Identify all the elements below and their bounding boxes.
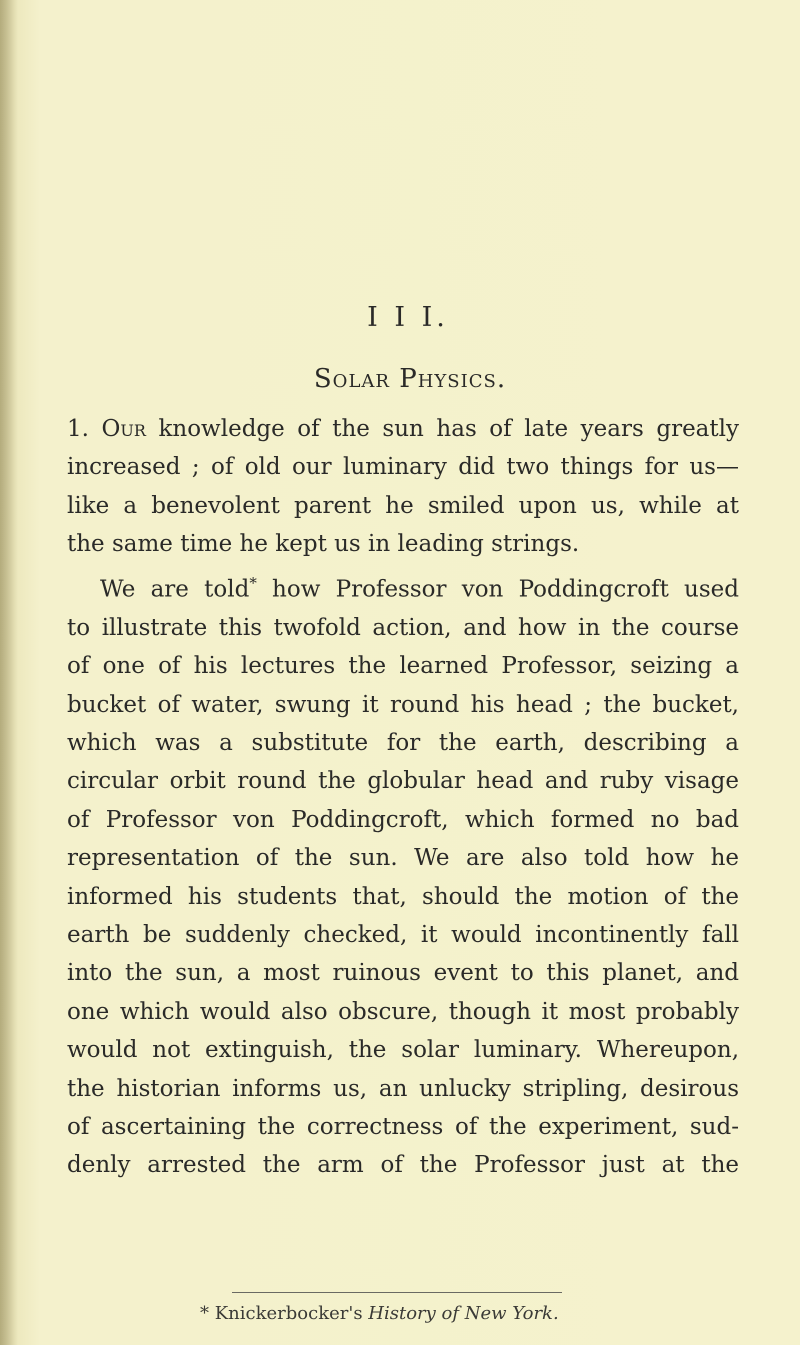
text-line: denly arrested the arm of the Professor just at the (67, 1152, 739, 1179)
footnote-reference-mark[interactable]: * (249, 573, 257, 592)
text-line: of ascertaining the correctness of the experiment, sud- (67, 1113, 739, 1140)
paragraph-2-line-1 (67, 564, 739, 609)
chapter-number: I I I. (367, 302, 449, 333)
paragraph-1-line-1 (67, 410, 739, 448)
text-line: circular orbit round the globular head and ruby visage (67, 768, 739, 795)
text-line: the same time he kept us in leading strings. (67, 531, 580, 558)
binding-gutter-shadow (0, 0, 18, 1345)
text-line: bucket of water, swung it round his head ; the bucket, (67, 691, 739, 718)
paragraph-first-word: Our (101, 416, 146, 442)
chapter-title: Solar Physics. (313, 364, 507, 394)
text-line: representation of the sun. We are also told how he (67, 845, 739, 872)
paragraph-number: 1. (67, 416, 102, 442)
text-line: into the sun, a most ruinous event to this planet, and (67, 960, 739, 987)
footnote-work-title: History of New York. (368, 1303, 559, 1324)
footnote-author: Knickerbocker's (209, 1303, 369, 1324)
text-line: the historian informs us, an unlucky stripling, desirous (67, 1075, 739, 1102)
text-line: of one of his lectures the learned Professor, seizing a (67, 653, 739, 680)
text-line: one which would also obscure, though it most probably (67, 998, 739, 1025)
footnote-divider (232, 1292, 562, 1293)
text-line: would not extinguish, the solar luminary. Whereupon, (67, 1037, 739, 1064)
text-line: earth be suddenly checked, it would incontinently fall (67, 921, 739, 948)
paragraph-2-opening: We are told (100, 576, 250, 603)
paragraph-1-line-1-rest: knowledge of the sun has of late years greatly (145, 416, 739, 442)
text-line: increased ; of old our luminary did two things for us— (67, 454, 739, 481)
text-line: like a benevolent parent he smiled upon us, while at (67, 492, 739, 519)
text-line: to illustrate this twofold action, and how in the course (67, 614, 739, 641)
footnote-mark: * (200, 1303, 209, 1324)
text-line: of Professor von Poddingcroft, which formed no bad (67, 806, 739, 833)
text-line: which was a substitute for the earth, describing a (67, 729, 739, 756)
body-text (67, 410, 739, 1185)
text-line: informed his students that, should the motion of the (67, 883, 739, 910)
paragraph-2-line-1-rest: how Professor von Poddingcroft used (256, 576, 739, 603)
footnote (200, 1303, 760, 1324)
